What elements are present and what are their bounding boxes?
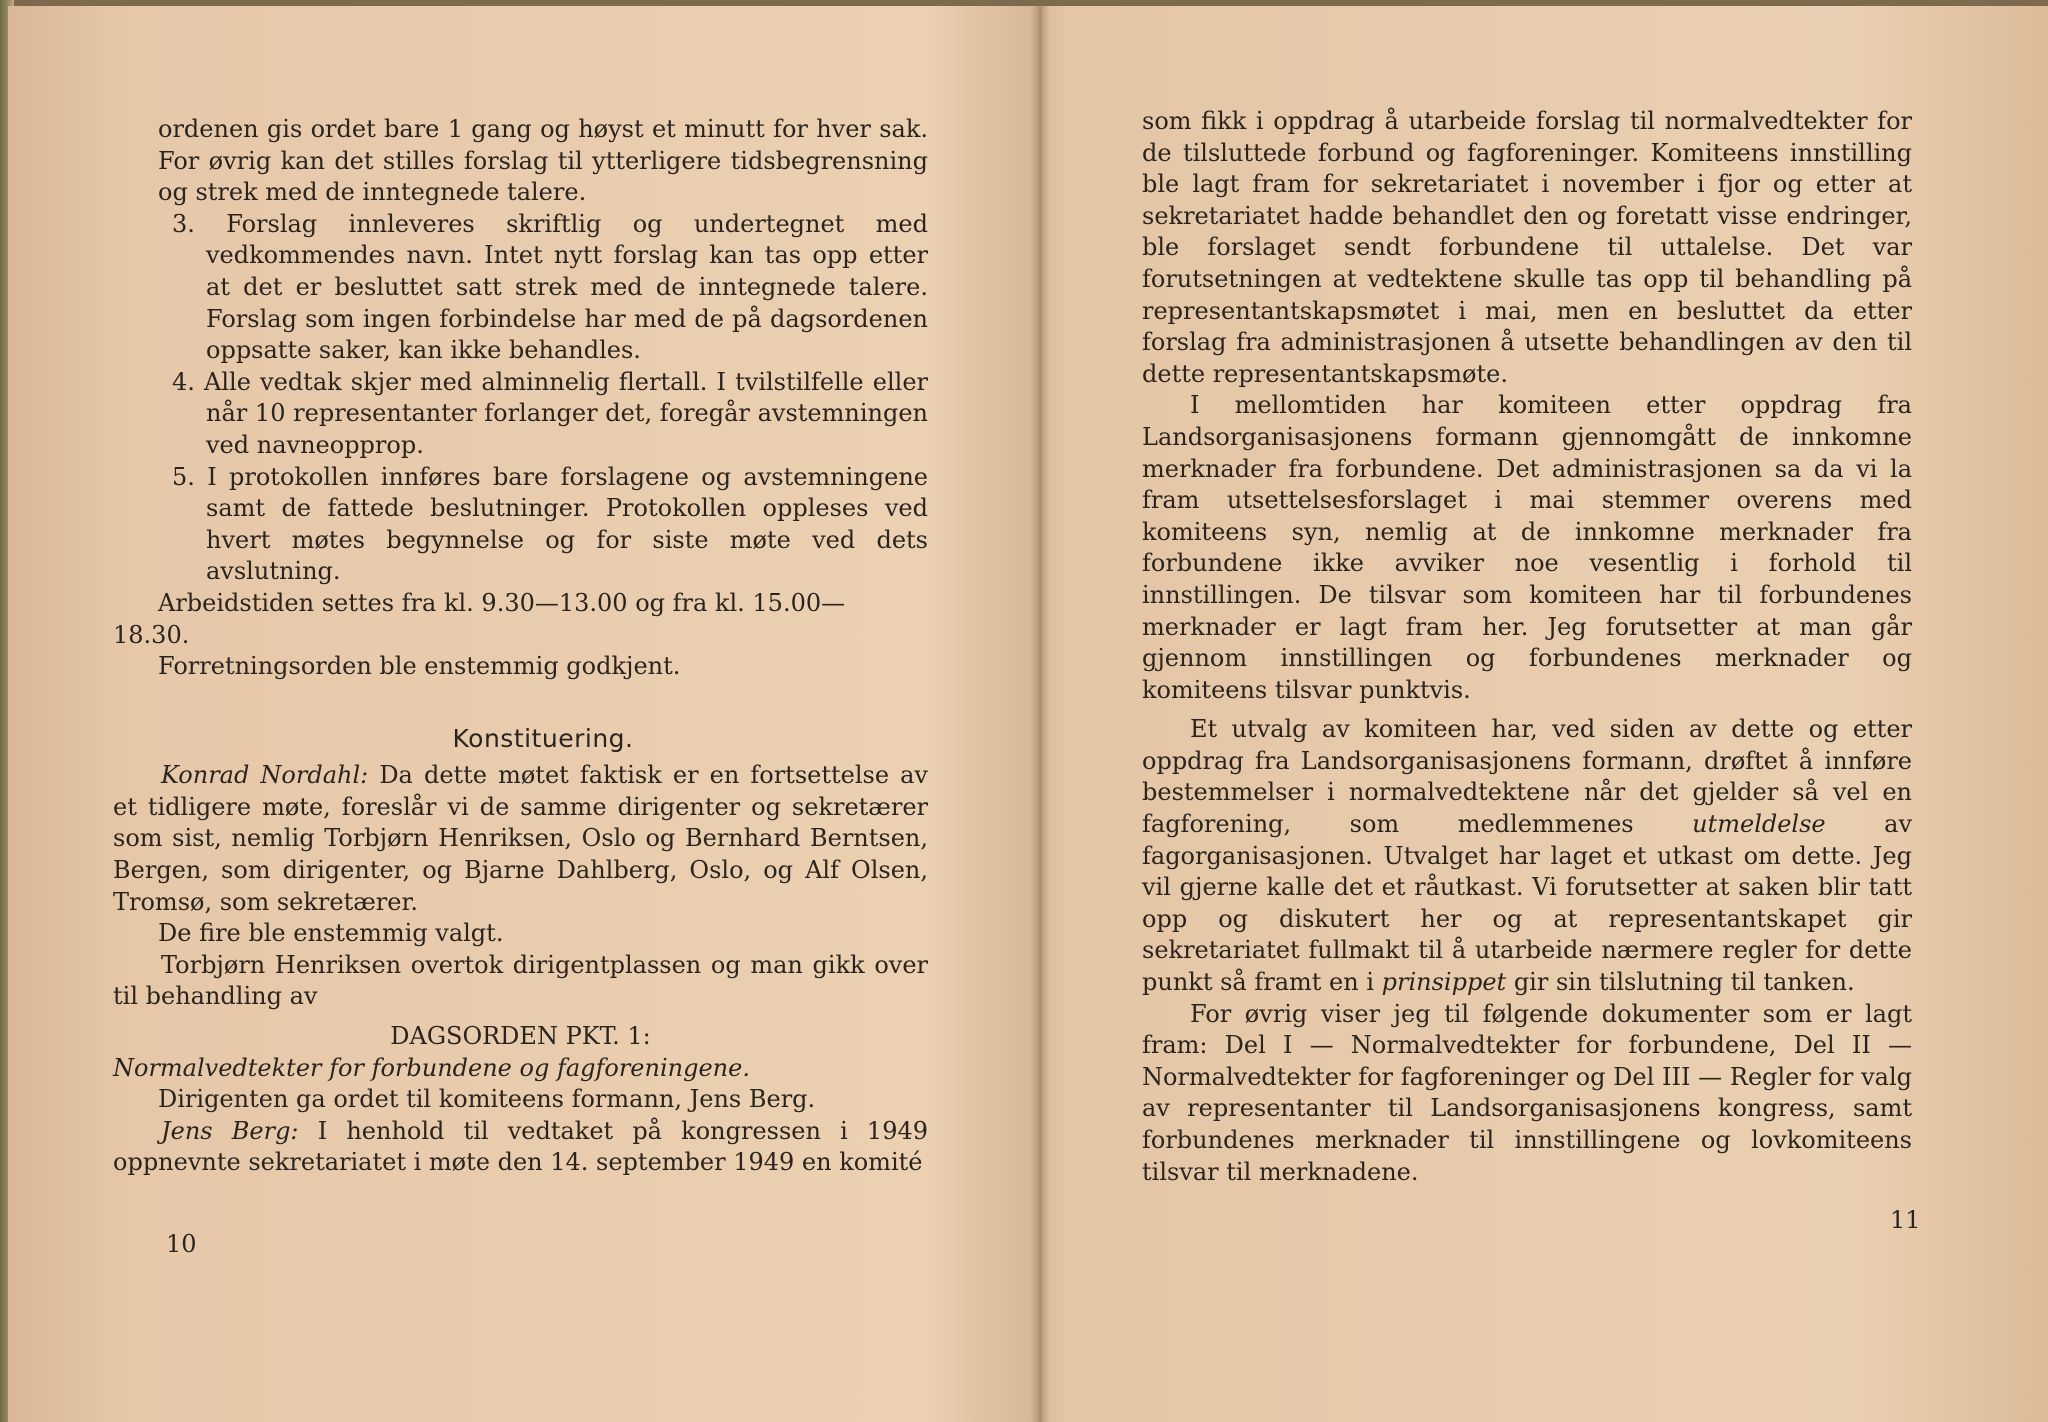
p3-part-b: av fagorganisasjonen. Utvalget har laget et utkast om dette. Jeg vil gjerne kalle det et råutkast. Vi forutsetter at saken blir tatt opp og diskutert her og at representantskapet gir sekretariatet fullmakt til å utarbeide nærmere regler for dette punkt så framt en i bbox=[1142, 810, 1913, 997]
p3-emphasis-utmeldelse: utmeldelse bbox=[1692, 810, 1826, 839]
right-text-column bbox=[1142, 106, 1912, 1188]
henriksen-paragraph: Torbjørn Henriksen overtok dirigentplassen og man gikk over til behandling av bbox=[113, 950, 928, 1011]
agenda-title-text: Normalvedtekter for forbundene og fagforeningene. bbox=[113, 1053, 750, 1082]
rule-4: 4. Alle vedtak skjer med alminnelig flertall. I tvilstilfelle eller når 10 representanter forlanger det, foregår avstemningen ved navneopprop. bbox=[172, 367, 928, 459]
book-spread bbox=[8, 6, 2048, 1422]
berg-text: I henhold til vedtaket på kongressen i 1949 oppnevnte sekretariatet i møte den 14. september 1949 en komité bbox=[113, 1116, 928, 1177]
berg-paragraph bbox=[113, 1116, 928, 1179]
elected-note: De fire ble enstemmig valgt. bbox=[158, 919, 504, 948]
working-hours: Arbeidstiden settes fra kl. 9.30—13.00 og fra kl. 15.00— bbox=[158, 588, 846, 617]
right-paragraph-1: som fikk i oppdrag å utarbeide forslag til normalvedtekter for de tilsluttede forbund og fagforeninger. Komiteens innstilling ble lagt fram for sekretariatet i november i fjor og etter at sekretariatet hadde behandlet den og foretatt visse endringer, ble forslaget sendt forbundene til uttalelse. Det var forutsetningen at vedtektene skulle tas opp til behandling på representantskapsmøtet i mai, men en besluttet da etter forslag fra administrasjonen å utsette behandlingen av den til dette representantskapsmøte. bbox=[1142, 107, 1912, 388]
p3-emphasis-prinsippet: prinsippet bbox=[1381, 968, 1507, 997]
right-paragraph-4: For øvrig viser jeg til følgende dokumenter som er lagt fram: Del I — Normalvedtekter for forbundene, Del II — Normalvedtekter for fagforeninger og Del III — Regler for valg av representanter til Landsorganisasjonens kongress, samt forbundenes merknader til innstillingene og lovkomiteens tilsvar til merknadene. bbox=[1142, 999, 1912, 1186]
p3-part-c: gir sin tilslutning til tanken. bbox=[1506, 968, 1855, 997]
left-text-column bbox=[113, 114, 928, 1179]
page-number-left: 10 bbox=[166, 1230, 197, 1258]
agenda-title bbox=[113, 1053, 928, 1085]
page-number-right: 11 bbox=[1890, 1206, 1921, 1234]
dirigent-paragraph: Dirigenten ga ordet til komiteens formann, Jens Berg. bbox=[158, 1085, 816, 1114]
left-page bbox=[8, 6, 1038, 1422]
approval-note: Forretningsorden ble enstemmig godkjent. bbox=[158, 652, 681, 681]
agenda-heading: DAGSORDEN PKT. 1: bbox=[390, 1022, 651, 1051]
right-paragraph-3 bbox=[1142, 714, 1912, 998]
section-heading: Konstituering. bbox=[452, 723, 634, 753]
konrad-paragraph bbox=[113, 760, 928, 918]
paragraph-ordenen: ordenen gis ordet bare 1 gang og høyst et minutt for hver sak. For øvrig kan det stilles forslag til ytterligere tidsbegrensning og strek med de inntegnede talere. bbox=[158, 115, 928, 207]
konrad-text: Da dette møtet faktisk er en fortsettelse av et tidligere møte, foreslår vi de samme dirigenter og sekretærer som sist, nemlig Torbjørn Henriksen, Oslo og Bernhard Berntsen, Bergen, som dirigenter, og Bjarne Dahlberg, Oslo, og Alf Olsen, Tromsø, som sekretærer. bbox=[113, 761, 928, 916]
right-paragraph-2: I mellomtiden har komiteen etter oppdrag fra Landsorganisasjonens formann gjennomgått de innkomne merknader fra forbundene. Det administrasjonen sa da vi la fram utsettelsesforslaget i mai stemmer overens med komiteens syn, nemlig at de innkomne merknader fra forbundene ikke avviker noe vesentlig i forhold til innstillingen. De tilsvar som komiteen har til forbundenes merknader er lagt fram her. Jeg forutsetter at man går gjennom innstillingen og forbundenes merknader og komiteens tilsvar punktvis. bbox=[1142, 391, 1912, 704]
speaker-konrad: Konrad Nordahl: bbox=[161, 761, 369, 790]
working-hours-end: 18.30. bbox=[113, 620, 190, 649]
right-page bbox=[1040, 6, 2048, 1422]
rule-5: 5. I protokollen innføres bare forslagene og avstemningene samt de fattede beslutninger. Protokollen oppleses ved hvert møtes begynnelse og for siste møte ved dets avslutning. bbox=[172, 462, 928, 586]
rule-3: 3. Forslag innleveres skriftlig og undertegnet med vedkommendes navn. Intet nytt forslag kan tas opp etter at det er besluttet satt strek med de inntegnede talere. Forslag som ingen forbindelse har med de på dagsordenen oppsatte saker, kan ikke behandles. bbox=[172, 209, 928, 365]
speaker-berg: Jens Berg: bbox=[161, 1116, 299, 1145]
p3-part-a: Et utvalg av komiteen har, ved siden av dette og etter oppdrag fra Landsorganisasjonens formann, drøftet å innføre bestemmelser i normalvedtektene når det gjelder så vel en fagforening, som medlemmenes bbox=[1142, 715, 1912, 839]
